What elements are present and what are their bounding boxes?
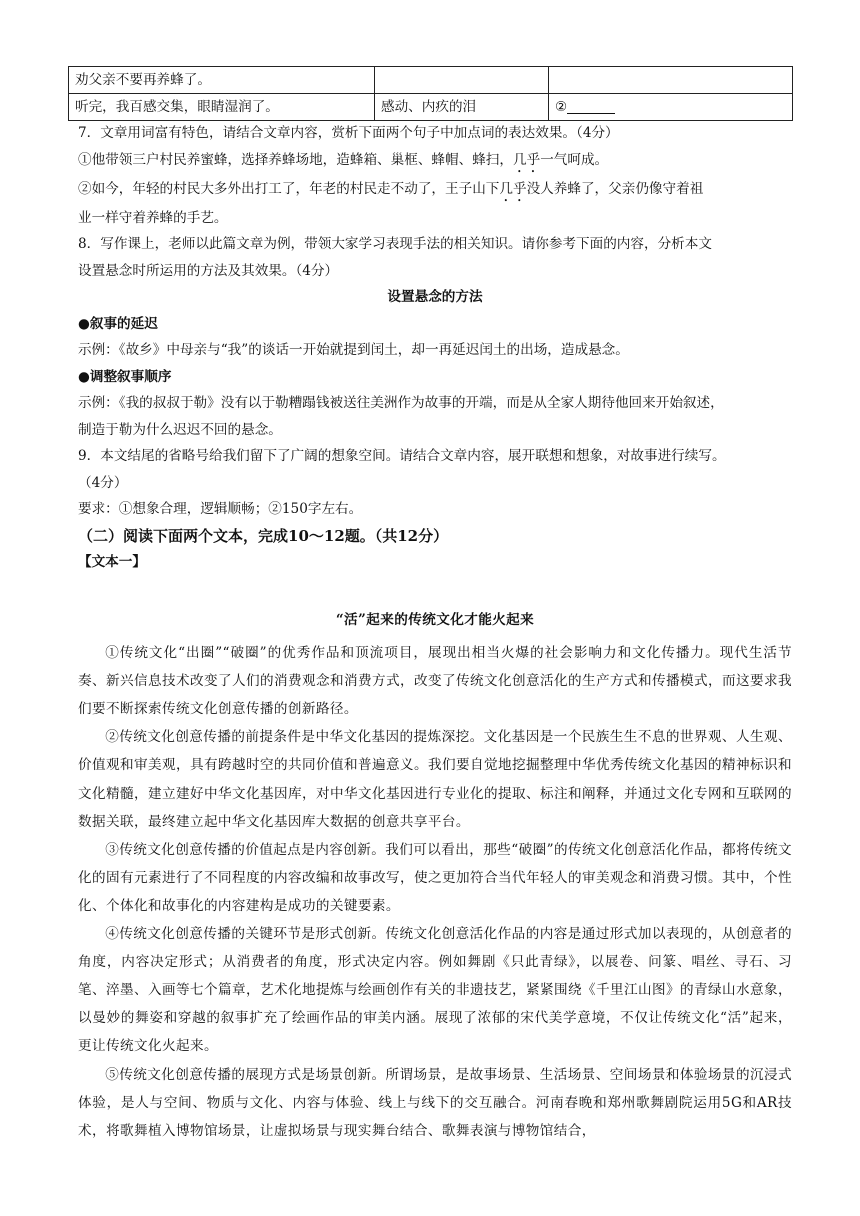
- table-cell: 听完，我百感交集，眼睛湿润了。: [69, 94, 375, 121]
- article-title: “活”起来的传统文化才能火起来: [335, 612, 535, 628]
- q7-s1-text: ①他带领三户村民养蜜蜂，选择养蜂场地，造蜂箱、巢框、蜂帽、蜂扫，: [78, 151, 513, 168]
- table-row: [69, 94, 793, 121]
- q8-stem-2: 设置悬念时所运用的方法及其效果。（4分）: [78, 262, 339, 279]
- q9-stem-2: （4分）: [78, 474, 128, 491]
- table-cell[interactable]: [549, 67, 793, 94]
- article-paragraph: ③传统文化创意传播的价值起点是内容创新。我们可以看出，那些“破圈”的传统文化创意活化作品，都将传统文化的固有元素进行了不同程度的内容改编和故事改写，使之更加符合当代年轻人的审美观念和消费习惯。其中，个性化、个体化和故事化的内容建构是成功的关键要素。: [78, 841, 792, 914]
- method-box-title: 设置悬念的方法: [387, 289, 483, 305]
- q7-s2-dotted-word: 几乎: [499, 180, 527, 197]
- q7-s2-text: ②如今，年轻的村民大多外出打工了，年老的村民走不动了，王子山下: [78, 180, 500, 197]
- q8-stem-1: 8．写作课上，老师以此篇文章为例，带领大家学习表现手法的相关知识。请你参考下面的内容，分析本文: [78, 236, 712, 252]
- table-cell: 感动、内疚的泪: [375, 94, 549, 121]
- answer-blank-cell[interactable]: [549, 94, 793, 121]
- table-cell[interactable]: [375, 67, 549, 94]
- q9-stem-1: 9．本文结尾的省略号给我们留下了广阔的想象空间。请结合文章内容，展开联想和想象，对故事进行续写。: [78, 448, 726, 464]
- questions: [78, 120, 792, 576]
- q7-stem: 7．文章用词富有特色，请结合文章内容，赏析下面两个句子中加点词的表达效果。（4分）: [78, 125, 619, 141]
- q7-s1-dotted-word: 几乎: [513, 151, 541, 168]
- q7-sentence-1: [78, 147, 792, 176]
- method-2-title: ●调整叙事顺序: [78, 368, 172, 385]
- answer-table: [68, 66, 793, 121]
- q7-s2-text-end: 没人养蜂了，父亲仍像守着祖: [526, 180, 704, 197]
- text-1-label: 【文本一】: [78, 554, 146, 570]
- article-paragraph: ②传统文化创意传播的前提条件是中华文化基因的提炼深挖。文化基因是一个民族生生不息的世界观、人生观、价值观和审美观，具有跨越时空的共同价值和普遍意义。我们要自觉地挖掘整理中华优秀传统文化基因的精神标识和文化精髓，建立建好中华文化基因库，对中华文化基因进行专业化的提取、标注和阐释，并通过文化专网和互联网的数据关联，最终建立起中华文化基因库大数据的创意共享平台。: [78, 729, 792, 830]
- method-2-example-2: 制造于勒为什么迟迟不回的悬念。: [78, 421, 282, 438]
- answer-blank[interactable]: [567, 97, 615, 114]
- blank-number: ②: [555, 99, 568, 115]
- method-1-example: 示例：《故乡》中母亲与“我”的谈话一开始就提到闰土，却一再延迟闰土的出场，造成悬念。: [78, 342, 629, 358]
- article-paragraph: ①传统文化“出圈”“破圈”的优秀作品和顶流项目，展现出相当火爆的社会影响力和文化传播力。现代生活节奏、新兴信息技术改变了人们的消费观念和消费方式，改变了传统文化创意活化的生产方式和传播模式，而这要求我们要不断探索传统文化创意传播的创新路径。: [78, 645, 792, 718]
- table-cell: 劝父亲不要再养蜂了。: [69, 67, 375, 94]
- table-row: [69, 67, 793, 94]
- method-1-title: ●叙事的延迟: [78, 315, 158, 332]
- method-2-example-1: 示例：《我的叔叔于勒》没有以于勒糟蹋钱被送往美洲作为故事的开端，而是从全家人期待他回来开始叙述，: [78, 395, 724, 411]
- q7-sentence-2-cont: 业一样守着养蜂的手艺。: [78, 209, 228, 226]
- article-paragraph: ④传统文化创意传播的关键环节是形式创新。传统文化创意活化作品的内容是通过形式加以表现的，从创意者的角度，内容决定形式；从消费者的角度，形式决定内容。例如舞剧《只此青绿》，以展卷、问篆、唱丝、寻石、习笔、淬墨、入画等七个篇章，艺术化地提炼与绘画创作有关的非遗技艺，紧紧围绕《千里江山图》的青绿山水意象，以曼妙的舞姿和穿越的叙事扩充了绘画作品的审美内涵。展现了浓郁的宋代美学意境，不仅让传统文化“活”起来，更让传统文化火起来。: [78, 926, 792, 1055]
- q7-sentence-2: [78, 176, 792, 205]
- q7-s1-text-end: 一气呵成。: [540, 151, 609, 168]
- article-paragraph: ⑤传统文化创意传播的展现方式是场景创新。所谓场景，是故事场景、生活场景、空间场景和体验场景的沉浸式体验，是人与空间、物质与文化、内容与体验、线上与线下的交互融合。河南春晚和郑州歌舞剧院运用5G和AR技术，将歌舞植入博物馆场景，让虚拟场景与现实舞台结合、歌舞表演与博物馆结合，: [78, 1066, 792, 1139]
- section-2-heading: （二）阅读下面两个文本，完成10～12题。（共12分）: [78, 526, 449, 545]
- article-text-1: [78, 606, 792, 1145]
- q9-requirement: 要求：①想象合理，逻辑顺畅；②150字左右。: [78, 501, 363, 517]
